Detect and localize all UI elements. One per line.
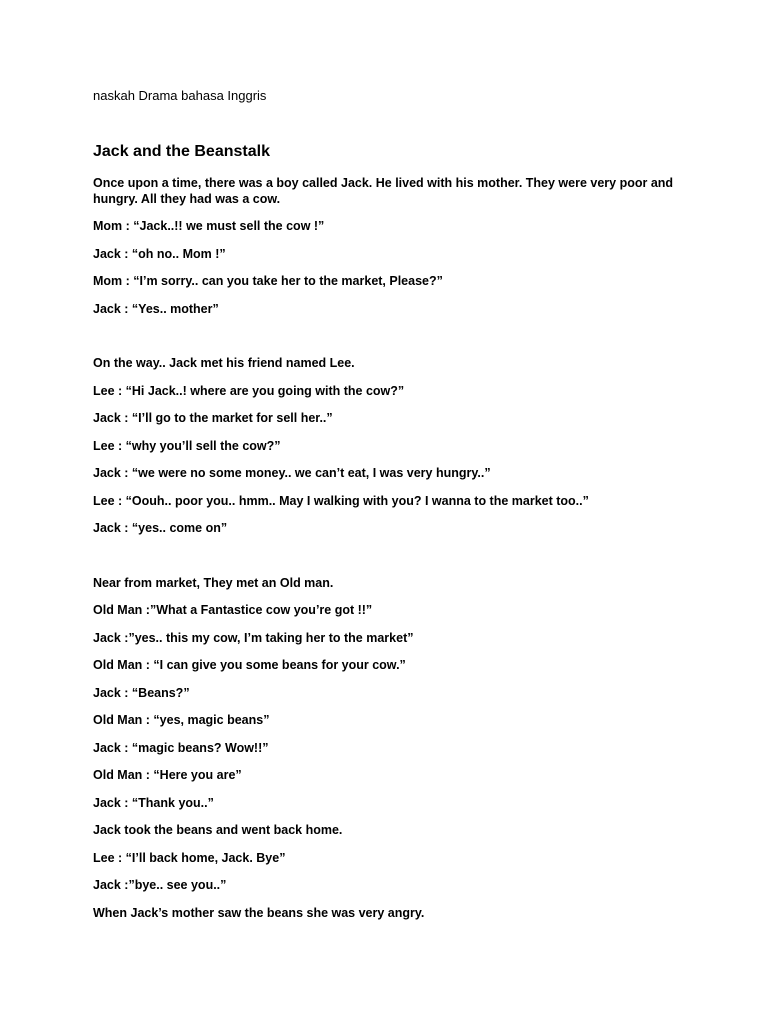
dialogue-line: Lee : “I’ll back home, Jack. Bye” [93,850,286,865]
dialogue-line: Old Man : “yes, magic beans” [93,713,270,727]
narration-line: On the way.. Jack met his friend named Lee. [93,356,355,370]
dialogue-line: Lee : “Oouh.. poor you.. hmm.. May I walking with you? I wanna to the market too..” [93,493,589,508]
intro-paragraph: Once upon a time, there was a boy called Jack. He lived with his mother. They were very poor and hungry. All they had was a cow. [93,176,674,206]
dialogue-line: Lee : “Hi Jack..! where are you going with the cow?” [93,383,405,398]
narration-line: When Jack’s mother saw the beans she was very angry. [93,905,425,920]
document-title: Jack and the Beanstalk [93,143,270,160]
narration-line: Jack took the beans and went back home. [93,823,343,837]
dialogue-line: Jack : “Thank you..” [93,795,214,810]
dialogue-line: Jack : “we were no some money.. we can’t eat, I was very hungry..” [93,466,491,480]
spacer [93,328,693,355]
dialogue-line: Jack : “magic beans? Wow!!” [93,740,269,755]
dialogue-line: Jack : “I’ll go to the market for sell her..” [93,411,333,425]
dialogue-line: Old Man : “I can give you some beans for your cow.” [93,658,406,672]
dialogue-line: Jack :”yes.. this my cow, I’m taking her to the market” [93,630,414,645]
dialogue-line: Jack : “oh no.. Mom !” [93,246,226,261]
spacer [93,548,693,575]
dialogue-line: Jack : “yes.. come on” [93,521,228,535]
dialogue-line: Jack :”bye.. see you..” [93,878,227,892]
dialogue-line: Old Man : “Here you are” [93,768,242,782]
dialogue-line: Jack : “Yes.. mother” [93,301,219,316]
narration-line: Near from market, They met an Old man. [93,575,334,590]
dialogue-line: Old Man :”What a Fantastice cow you’re got !!” [93,603,373,617]
dialogue-line: Mom : “I’m sorry.. can you take her to the market, Please?” [93,274,443,288]
script-content [93,175,693,932]
dialogue-line: Lee : “why you’ll sell the cow?” [93,438,281,453]
header-note: naskah Drama bahasa Inggris [93,88,267,103]
dialogue-line: Mom : “Jack..!! we must sell the cow !” [93,219,325,233]
dialogue-line: Jack : “Beans?” [93,685,190,700]
